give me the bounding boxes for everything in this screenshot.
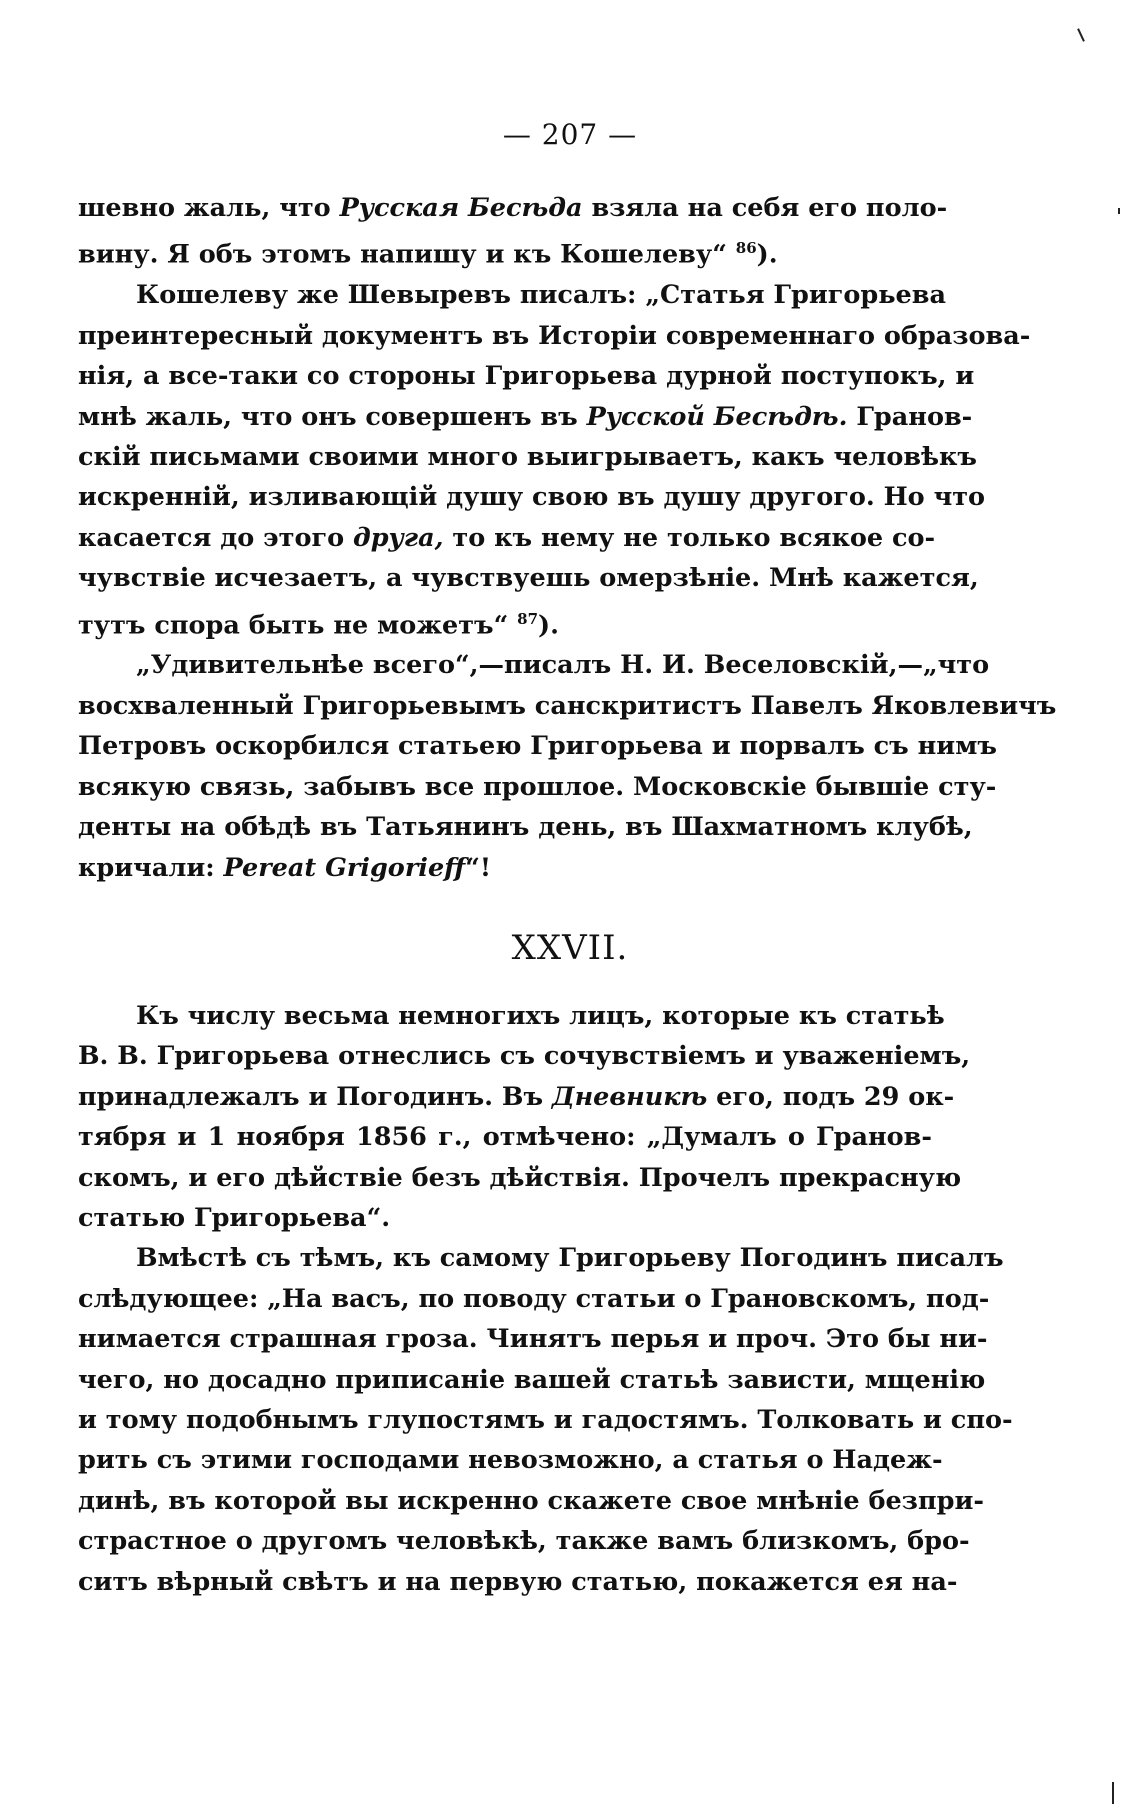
scan-artifact-mark (1118, 208, 1120, 214)
text-line: мнѣ жаль, что онъ совершенъ въ Русской Бесѣдѣ. Гранов- (78, 401, 973, 432)
text-line: страстное о другомъ человѣкѣ, также вамъ близкомъ, бро- (78, 1526, 970, 1557)
text-line: Петровъ оскорбился статьею Григорьева и порвалъ съ нимъ (78, 731, 997, 762)
text-line: денты на обѣдѣ въ Татьянинъ день, въ Шахматномъ клубѣ, (78, 812, 973, 843)
text-line: чувствіе исчезаетъ, а чувствуешь омерзѣніе. Мнѣ кажется, (78, 563, 979, 594)
text-line: В. В. Григорьева отнеслись съ сочувствіемъ и уваженіемъ, (78, 1041, 971, 1072)
text-line: статью Григорьева“. (78, 1203, 391, 1234)
text-line: тября и 1 ноября 1856 г., отмѣчено: „Думалъ о Гранов- (78, 1122, 932, 1153)
text-line: касается до этого друга, то къ нему не только всякое со- (78, 522, 936, 553)
text-line: шевно жаль, что Русская Бесѣда взяла на себя его поло- (78, 193, 948, 223)
text-line: тутъ спора быть не можетъ“ $^{87}$). (78, 609, 559, 641)
text-line: ситъ вѣрный свѣтъ и на первую статью, покажется ея на- (78, 1566, 958, 1597)
footnote-ref: 87 (517, 609, 539, 628)
text-line: и тому подобнымъ глупостямъ и гадостямъ. Толковать и спо- (78, 1405, 1013, 1436)
text-block-bottom (78, 996, 1013, 1602)
text-line: скомъ, и его дѣйствіе безъ дѣйствія. Прочелъ прекрасную (78, 1162, 962, 1193)
text-line: чего, но досадно приписаніе вашей статьѣ зависти, мщенію (78, 1364, 986, 1395)
text-line: динѣ, въ которой вы искренно скажете свое мнѣніе безпри- (78, 1485, 984, 1516)
text-line: рить съ этими господами невозможно, а статья о Надеж- (78, 1445, 943, 1476)
text-line: преинтересный документъ въ Исторіи современнаго образова- (78, 320, 1031, 351)
text-line: вину. Я объ этомъ напишу и къ Кошелеву“ $^{86}$). (78, 239, 778, 270)
text-line: нимается страшная гроза. Чинятъ перья и проч. Это бы ни- (78, 1324, 988, 1355)
text-line: „Удивительнѣе всего“,—писалъ Н. И. Веселовскій,—„что (136, 650, 990, 681)
text-line: искренній, изливающій душу свою въ душу другого. Но что (78, 482, 986, 513)
text-line: восхваленный Григорьевымъ санскритистъ Павелъ Яковлевичъ (78, 690, 1057, 721)
scan-artifact-mark (1112, 1782, 1114, 1804)
text-line: Вмѣстѣ съ тѣмъ, къ самому Григорьеву Погодинъ писалъ (136, 1243, 1004, 1274)
page-number: — 207 — (502, 118, 638, 151)
scan-artifact-mark (1077, 28, 1085, 42)
text-line: Кошелеву же Шевыревъ писалъ: „Статья Григорьева (136, 280, 947, 311)
footnote-ref: 86 (735, 239, 757, 258)
text-line: всякую связь, забывъ все прошлое. Московскіе бывшіе сту- (78, 771, 997, 802)
text-line: Къ числу весьма немногихъ лицъ, которые къ статьѣ (136, 1001, 945, 1031)
text-line: скій письмами своими много выигрываетъ, какъ человѣкъ (78, 441, 977, 472)
text-line: кричали: Pereat Grigorieff“! (78, 852, 492, 883)
text-line: принадлежалъ и Погодинъ. Въ Дневникѣ его, подъ 29 ок- (78, 1081, 955, 1112)
section-heading: XXVII. (511, 928, 629, 968)
text-line: слѣдующее: „На васъ, по поводу статьи о Грановскомъ, под- (78, 1283, 990, 1314)
text-block-top (78, 188, 1057, 888)
text-line: нія, а все-таки со стороны Григорьева дурной поступокъ, и (78, 361, 975, 392)
